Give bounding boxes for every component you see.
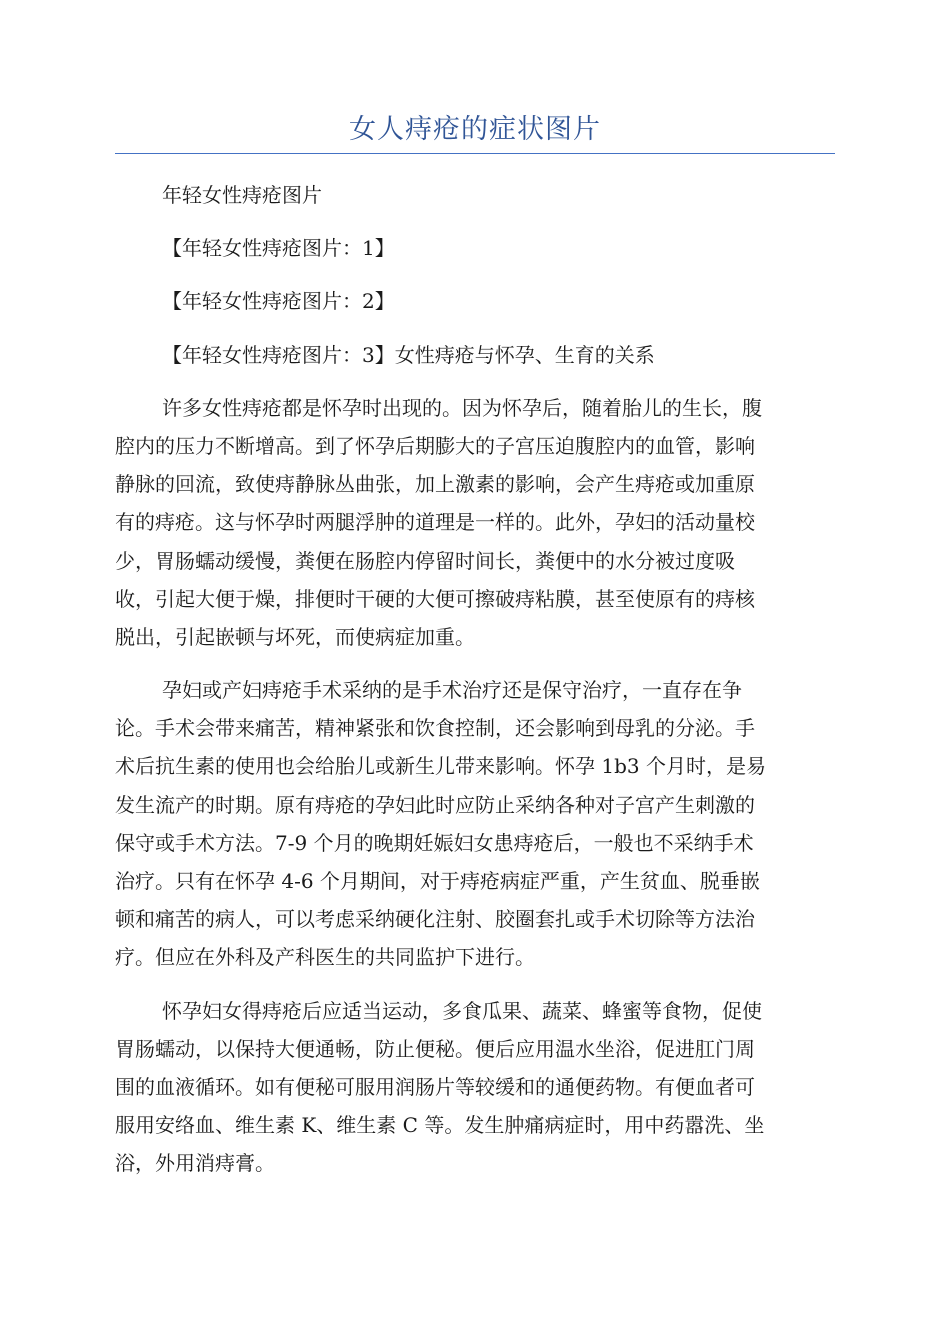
spacer [115,977,835,992]
paragraph-line: 脱出，引起嵌顿与坏死，而使病症加重。 [115,624,475,649]
spacer [115,321,835,336]
paragraph-line: 保守或手术方法。7-9 个月的晚期妊娠妇女患痔疮后，一般也不采纳手术 [115,830,754,855]
paragraph-line: 治疗。只有在怀孕 4-6 个月期间，对于痔疮病症严重，产生贫血、脱垂嵌 [115,869,760,893]
paragraph-line: 腔内的压力不断增高。到了怀孕后期膨大的子宫压迫腹腔内的血管，影响 [115,433,755,458]
paragraph-line: 静脉的回流，致使痔静脉丛曲张，加上激素的影响，会产生痔疮或加重原 [115,472,755,497]
paragraph-pregnancy-cause [115,389,835,656]
paragraph-line: 孕妇或产妇痔疮手术采纳的是手术治疗还是保守治疗，一直存在争 [162,678,742,703]
page-title: 女人痔疮的症状图片 [349,114,601,145]
heading-line: 【年轻女性痔疮图片：2】 [162,289,395,314]
paragraph-line: 术后抗生素的使用也会给胎儿或新生儿带来影响。怀孕 1b3 个月时，是易 [115,754,766,779]
heading-line: 【年轻女性痔疮图片：1】 [162,236,395,261]
paragraph-line: 怀孕妇女得痔疮后应适当运动，多食瓜果、蔬菜、蜂蜜等食物，促使 [162,998,762,1023]
spacer [115,374,835,389]
paragraph-treatment-choice [115,671,835,977]
paragraph-line: 顿和痛苦的病人，可以考虑采纳硬化注射、胶圈套扎或手术切除等方法治 [115,907,755,932]
paragraph-line: 疗。但应在外科及产科医生的共同监护下进行。 [115,945,535,970]
spacer [115,656,835,671]
paragraph-line: 服用安络血、维生素 K、维生素 C 等。发生肿痛病症时，用中药嚣洗、坐 [115,1113,765,1138]
paragraph-line: 发生流产的时期。原有痔疮的孕妇此时应防止采纳各种对子宫产生刺激的 [115,792,755,817]
paragraph-line: 论。手术会带来痛苦，精神紧张和饮食控制，还会影响到母乳的分泌。手 [115,716,755,741]
paragraph-line: 许多女性痔疮都是怀孕时出现的。因为怀孕后，随着胎儿的生长，腹 [162,395,762,420]
paragraph-line: 少，胃肠蠕动缓慢，粪便在肠腔内停留时间长，粪便中的水分被过度吸 [115,548,735,573]
paragraph-line: 胃肠蠕动，以保持大便通畅，防止便秘。便后应用温水坐浴，促进肛门周 [115,1036,755,1061]
paragraph-care-advice [115,992,835,1183]
paragraph-line: 有的痔疮。这与怀孕时两腿浮肿的道理是一样的。此外，孕妇的活动量校 [115,510,755,535]
paragraph-line: 收，引起大便于燥，排便时干硬的大便可擦破痔粘膜，甚至使原有的痔核 [115,586,755,611]
title-underline [115,153,835,154]
heading-line: 【年轻女性痔疮图片：3】女性痔疮与怀孕、生育的关系 [162,342,655,367]
spacer [115,214,835,229]
document-body [115,176,835,1183]
paragraph-line: 围的血液循环。如有便秘可服用润肠片等较缓和的通便药物。有便血者可 [115,1074,755,1099]
heading-line: 年轻女性痔疮图片 [162,183,322,207]
paragraph-line: 浴，外用消痔膏。 [115,1151,275,1176]
spacer [115,267,835,282]
